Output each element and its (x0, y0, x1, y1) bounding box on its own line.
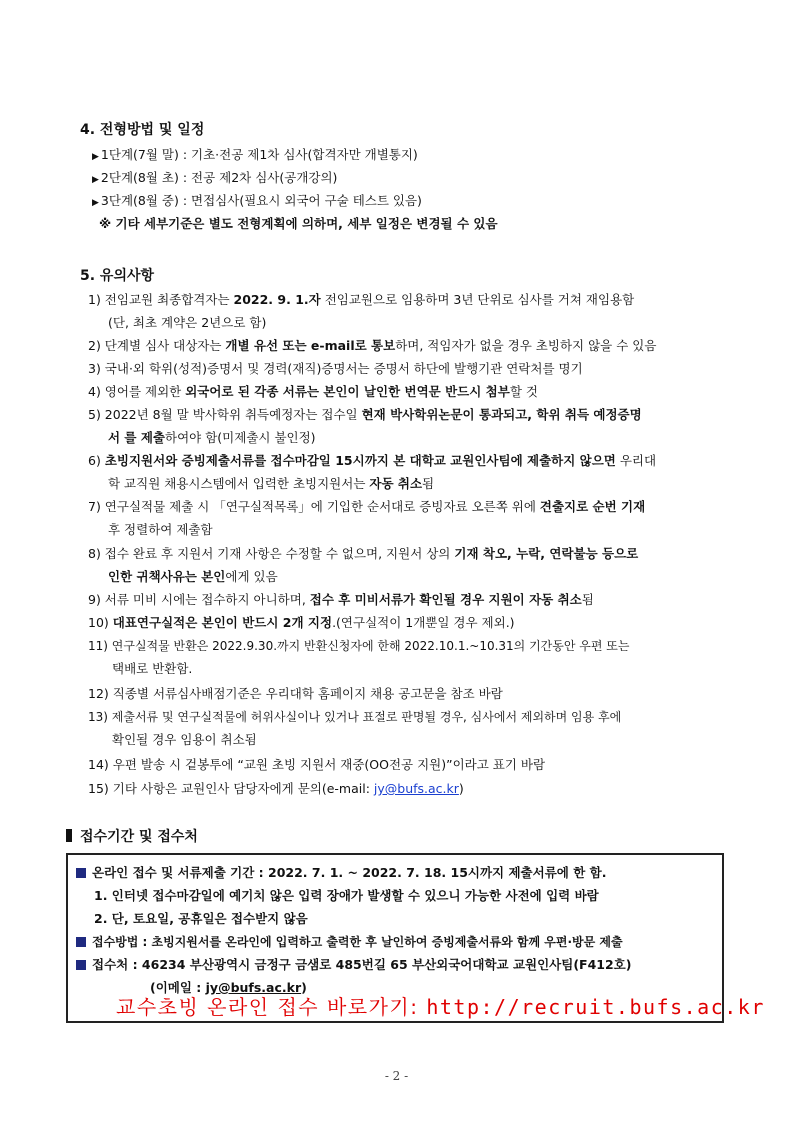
page-number: - 2 - (384, 1069, 409, 1083)
triangle-bullet-icon: ▶ (92, 152, 99, 162)
reception-note: 2. 단, 토요일, 공휴일은 접수받지 않음 (94, 911, 308, 926)
triangle-bullet-icon: ▶ (92, 198, 99, 208)
notice-item: 15) 기타 사항은 교원인사 담당자에게 문의(e-mail: jy@bufs.ac.kr) (88, 781, 464, 796)
section5-title: 5. 유의사항 (80, 268, 155, 284)
black-block-bullet-icon (66, 829, 72, 842)
notice-item: 7) 연구실적물 제출 시 「연구실적목록」에 기입한 순서대로 증빙자료 오른쪽 위에 견출지로 순번 기재 (88, 499, 646, 514)
reception-title: 접수기간 및 접수처 (66, 826, 198, 846)
notice-item: 10) 대표연구실적은 본인이 반드시 2개 지정.(연구실적이 1개뿐일 경우 제외.) (88, 615, 515, 630)
contact-email-link[interactable]: jy@bufs.ac.kr (373, 781, 459, 796)
notice-item-cont: 인한 귀책사유는 본인에게 있음 (108, 569, 278, 584)
reception-email-link[interactable]: jy@bufs.ac.kr (205, 980, 302, 995)
online-apply-link[interactable]: 교수초빙 온라인 접수 바로가기: http://recruit.bufs.ac.kr (116, 995, 765, 1019)
notice-item: 9) 서류 미비 시에는 접수하지 아니하며, 접수 후 미비서류가 확인될 경우 지원이 자동 취소됨 (88, 592, 594, 607)
notice-item-cont: 학 교직원 채용시스템에서 입력한 초빙지원서는 자동 취소됨 (108, 476, 435, 491)
step-item: ▶ 3단계(8월 중) : 면접심사(필요시 외국어 구술 테스트 있음) (92, 193, 422, 208)
reception-address: 접수처 : 46234 부산광역시 금정구 금샘로 485번길 65 부산외국어대학교 교원인사팀(F412호) (76, 957, 631, 973)
notice-item: 5) 2022년 8월 말 박사학위 취득예정자는 접수일 현재 박사학위논문이 통과되고, 학위 취득 예정증명 (88, 407, 642, 422)
square-bullet-icon (76, 960, 86, 970)
notice-item: 8) 접수 완료 후 지원서 기재 사항은 수정할 수 없으며, 지원서 상의 기재 착오, 누락, 연락불능 등으로 (88, 546, 639, 561)
notice-item: 13) 제출서류 및 연구실적물에 허위사실이나 있거나 표절로 판명될 경우, 심사에서 제외하며 임용 후에 (88, 710, 622, 724)
step-item: ▶ 1단계(7월 말) : 기초·전공 제1차 심사(합격자만 개별통지) (92, 147, 418, 162)
section4-title: 4. 전형방법 및 일정 (80, 122, 205, 138)
notice-item: 2) 단계별 심사 대상자는 개별 유선 또는 e-mail로 통보하며, 적임자가 없을 경우 초빙하지 않을 수 있음 (88, 338, 657, 353)
notice-item-cont: 후 정렬하여 제출함 (108, 522, 213, 537)
apply-url[interactable]: http://recruit.bufs.ac.kr (426, 995, 765, 1019)
square-bullet-icon (76, 868, 86, 878)
reception-note: 1. 인터넷 접수마감일에 예기치 않은 입력 장애가 발생할 수 있으니 가능한 사전에 입력 바람 (94, 888, 599, 903)
notice-item: 12) 직종별 서류심사배점기준은 우리대학 홈페이지 채용 공고문을 참조 바람 (88, 686, 503, 701)
notice-item-cont: 서 를 제출하여야 함(미제출시 불인정) (108, 430, 316, 445)
schedule-note: ※ 기타 세부기준은 별도 전형계획에 의하며, 세부 일정은 변경될 수 있음 (99, 216, 498, 231)
square-bullet-icon (76, 937, 86, 947)
notice-item: 4) 영어를 제외한 외국어로 된 각종 서류는 본인이 날인한 번역문 반드시 첨부할 것 (88, 384, 538, 399)
notice-item-cont: 택배로 반환함. (112, 661, 193, 676)
notice-item: 11) 연구실적물 반환은 2022.9.30.까지 반환신청자에 한해 2022.10.1.~10.31의 기간동안 우편 또는 (88, 639, 630, 653)
reception-method: 접수방법 : 초빙지원서를 온라인에 입력하고 출력한 후 날인하여 증빙제출서류와 함께 우편·방문 제출 (76, 934, 623, 950)
step-item: ▶ 2단계(8월 초) : 전공 제2차 심사(공개강의) (92, 170, 338, 185)
reception-email: (이메일 : jy@bufs.ac.kr) (150, 980, 307, 995)
reception-period: 온라인 접수 및 서류제출 기간 : 2022. 7. 1. ~ 2022. 7. 18. 15시까지 제출서류에 한 함. (76, 865, 606, 881)
notice-item: 6) 초빙지원서와 증빙제출서류를 접수마감일 15시까지 본 대학교 교원인사팀에 제출하지 않으면 우리대 (88, 453, 657, 468)
notice-item: 3) 국내·외 학위(성적)증명서 및 경력(재직)증명서는 증명서 하단에 발행기관 연락처를 명기 (88, 361, 583, 376)
notice-item-cont: (단, 최초 계약은 2년으로 함) (108, 315, 267, 330)
triangle-bullet-icon: ▶ (92, 175, 99, 185)
notice-item: 14) 우편 발송 시 겉봉투에 “교원 초빙 지원서 재중(OO전공 지원)”이라고 표기 바람 (88, 757, 546, 772)
notice-item-cont: 확인될 경우 임용이 취소됨 (112, 732, 257, 747)
notice-item: 1) 전임교원 최종합격자는 2022. 9. 1.자 전임교원으로 임용하며 3년 단위로 심사를 거쳐 재임용함 (88, 292, 635, 307)
reception-box (66, 853, 765, 1023)
